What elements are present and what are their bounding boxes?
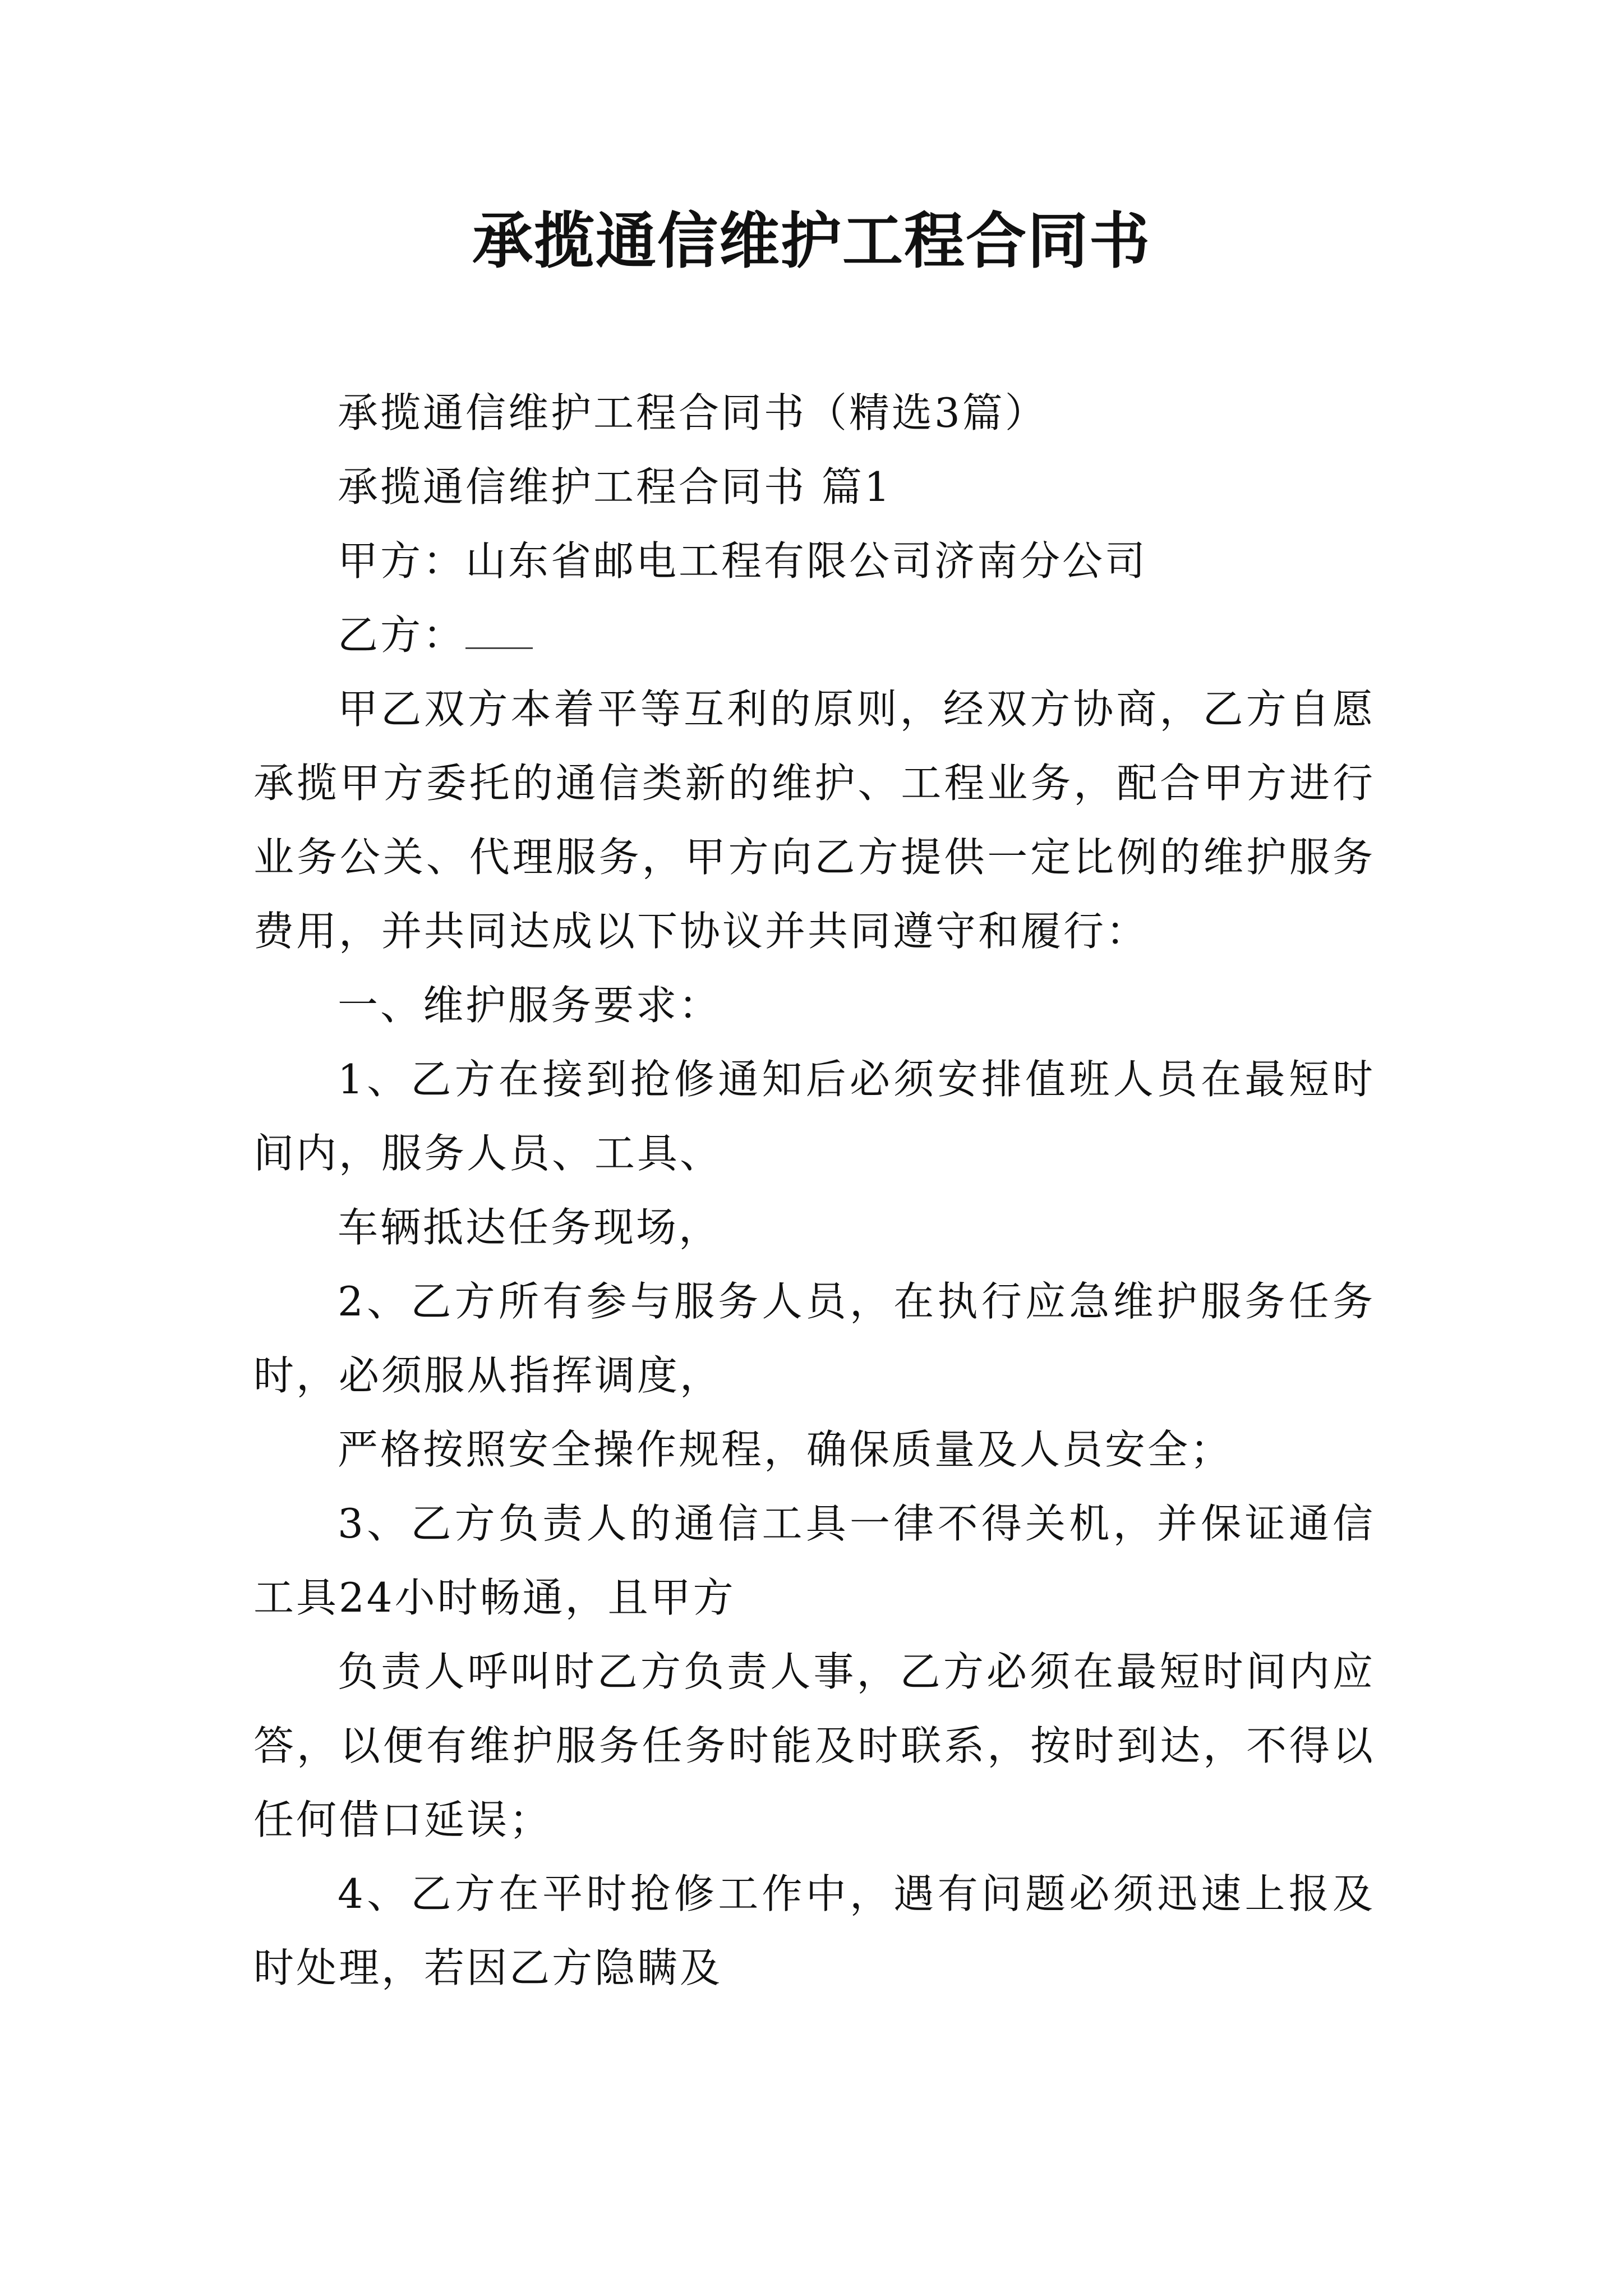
- paragraph-requirements-heading: 一、维护服务要求：: [338, 982, 722, 1029]
- paragraph-preamble: 甲乙双方本着平等互利的原则，经双方协商，乙方自愿承揽甲方委托的通信类新的维护、工程业务，配合甲方进行业务公关、代理服务，甲方向乙方提供一定比例的维护服务费用，并共同达成以下协议并共同遵守和履行：: [253, 685, 1375, 955]
- party-b-blank-line: [465, 614, 533, 649]
- paragraph-subtitle: 承揽通信维护工程合同书（精选3篇）: [338, 389, 1048, 436]
- document-title: 承揽通信维护工程合同书: [472, 206, 1151, 277]
- paragraph-party-a: 甲方：山东省邮电工程有限公司济南分公司: [338, 537, 1148, 585]
- paragraph-clause-4: 4、乙方在平时抢修工作中，遇有问题必须迅速上报及时处理，若因乙方隐瞒及: [253, 1870, 1375, 1991]
- paragraph-section-heading: 承揽通信维护工程合同书 篇1: [338, 463, 892, 510]
- document-body: [253, 376, 1375, 2005]
- paragraph-clause-1: 1、乙方在接到抢修通知后必须安排值班人员在最短时间内，服务人员、工具、: [253, 1056, 1375, 1177]
- paragraph-party-b: [253, 598, 1375, 672]
- paragraph-clause-2-cont: 严格按照安全操作规程，确保质量及人员安全；: [338, 1426, 1233, 1473]
- party-b-label: 乙方：: [338, 611, 466, 659]
- paragraph-clause-1-cont: 车辆抵达任务现场，: [338, 1204, 722, 1251]
- paragraph-clause-3: 3、乙方负责人的通信工具一律不得关机，并保证通信工具24小时畅通，且甲方: [253, 1500, 1375, 1621]
- paragraph-clause-3-cont: 负责人呼叫时乙方负责人事，乙方必须在最短时间内应答，以便有维护服务任务时能及时联系，按时到达，不得以任何借口延误；: [253, 1648, 1375, 1843]
- paragraph-clause-2: 2、乙方所有参与服务人员，在执行应急维护服务任务时，必须服从指挥调度，: [253, 1278, 1375, 1399]
